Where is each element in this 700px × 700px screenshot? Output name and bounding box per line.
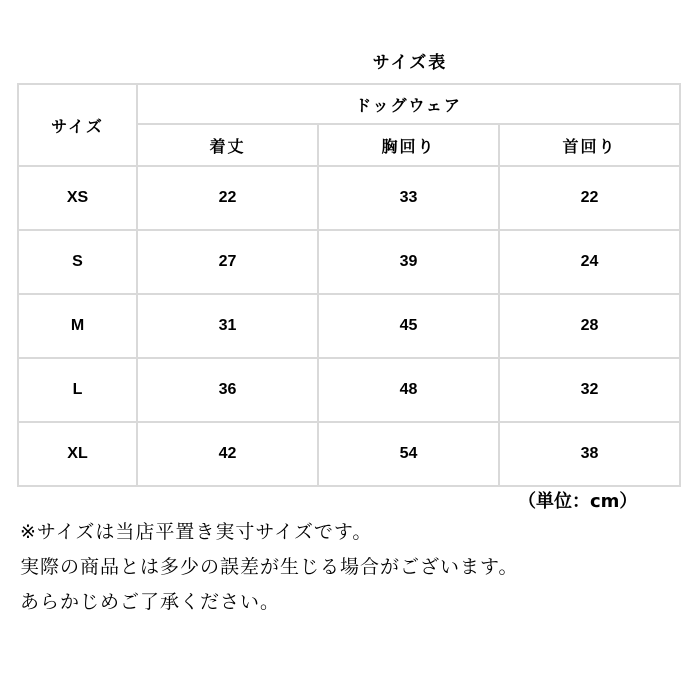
size-cell: L (18, 358, 137, 422)
chest-cell: 39 (318, 230, 499, 294)
chest-column-header: 胸回り (318, 124, 499, 166)
table-row (18, 230, 680, 294)
neck-cell: 22 (499, 166, 680, 230)
note-line-1: ※サイズは当店平置き実寸サイズです。 (20, 521, 373, 543)
dog-wear-group-header: ドッグウェア (137, 84, 680, 124)
length-cell: 36 (137, 358, 318, 422)
size-column-header: サイズ (18, 84, 137, 166)
unit-label: （単位：cm） (518, 491, 638, 512)
chest-cell: 54 (318, 422, 499, 486)
neck-cell: 32 (499, 358, 680, 422)
chest-cell: 48 (318, 358, 499, 422)
length-cell: 42 (137, 422, 318, 486)
table-row (18, 422, 680, 486)
length-cell: 22 (137, 166, 318, 230)
neck-cell: 38 (499, 422, 680, 486)
table-row (18, 358, 680, 422)
neck-cell: 28 (499, 294, 680, 358)
chest-cell: 33 (318, 166, 499, 230)
neck-column-header: 首回り (499, 124, 680, 166)
size-cell: S (18, 230, 137, 294)
page-title: サイズ表 (372, 53, 448, 73)
length-cell: 27 (137, 230, 318, 294)
length-cell: 31 (137, 294, 318, 358)
table-row (18, 166, 680, 230)
neck-cell: 24 (499, 230, 680, 294)
chest-cell: 45 (318, 294, 499, 358)
size-table (17, 83, 681, 487)
note-line-3: あらかじめご了承ください。 (20, 591, 281, 613)
size-cell: XL (18, 422, 137, 486)
note-line-2: 実際の商品とは多少の誤差が生じる場合がございます。 (20, 556, 519, 578)
size-cell: M (18, 294, 137, 358)
table-row (18, 294, 680, 358)
size-cell: XS (18, 166, 137, 230)
length-column-header: 着丈 (137, 124, 318, 166)
